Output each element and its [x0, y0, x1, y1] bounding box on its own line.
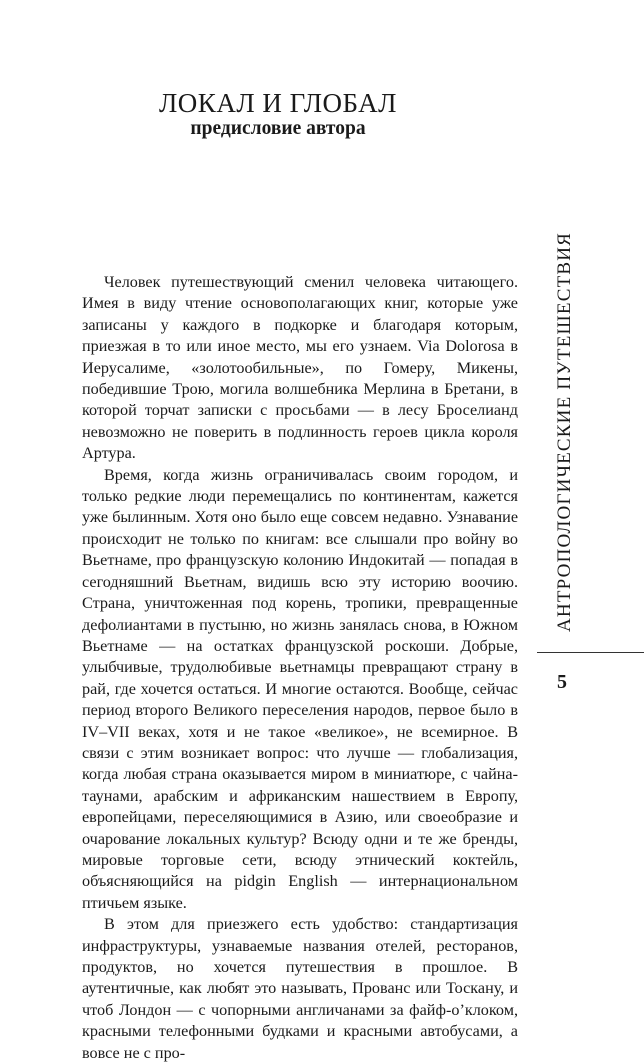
chapter-subtitle: предисловие автора — [190, 118, 366, 139]
page-number-rule — [537, 652, 644, 653]
paragraph: Человек путешествующий сменил человека читающего. Имея в виду чтение основополагающих книг, которые уже записаны у каждого в подкорке и благодаря которым, приезжая в то или иное место, мы его узнаем. Via Dolorosa в Иерусалиме, «золотообильные», по Гомеру, Микены, победившие Трою, могила волшебника Мерлина в Бретани, в которой торчат записки с просьбами — в лесу Броселианд невозможно не поверить в подлинность героев цикла короля Артура. — [82, 273, 518, 463]
body-text — [82, 272, 518, 1064]
page-number: 5 — [557, 671, 567, 693]
running-head — [552, 231, 578, 632]
chapter-heading — [100, 88, 456, 140]
paragraph: В этом для приезжего есть удобство: стандартизация инфраструктуры, узнаваемые названия отелей, ресторанов, продуктов, но хочется путешествия в прошлое. В аутентичные, как любят это называть, Прованс или Тоскану, и чтоб Лондон — с чопорными англичанами за файф-о’клоком, красными телефонными будками и красными автобусами, а вовсе не с про- — [82, 915, 518, 1062]
paragraph: Время, когда жизнь ограничивалась своим городом, и только редкие люди перемещались по континентам, кажется уже былинным. Хотя оно было еще совсем недавно. Узнавание происходит не только по книгам: все слышали про войну во Вьетнаме, про французскую колонию Индокитай — попадая в сегодняшний Вьетнам, видишь всю эту историю воочию. Страна, уничтоженная под корень, тропики, превращенные дефолиантами в пустыню, но жизнь занялась снова, в Южном Вьетнаме — на остатках французской роскоши. Добрые, улыбчивые, трудолюбивые вьетнамцы превращают страну в рай, где хочется остаться. И многие остаются. Вообще, сейчас период второго Великого переселения народов, первое было в IV–VII веках, хотя и не такое «великое», не всемирное. В связи с этим возникает вопрос: что лучше — глобализация, когда любая страна оказывается миром в миниатюре, с чайна-таунами, арабским и африканским нашествием в Европу, европейцами, переселяющимися в Азию, или своеобразие и очарование локальных культур? Всюду одни и те же бренды, мировые торговые сети, всюду этнический коктейль, объясняющийся на pidgin English — интернациональном птичьем языке. — [82, 465, 518, 912]
chapter-title: ЛОКАЛ И ГЛОБАЛ — [159, 88, 397, 118]
running-head-text: АНТРОПОЛОГИЧЕСКИЕ ПУТЕШЕСТВИЯ — [554, 231, 575, 632]
